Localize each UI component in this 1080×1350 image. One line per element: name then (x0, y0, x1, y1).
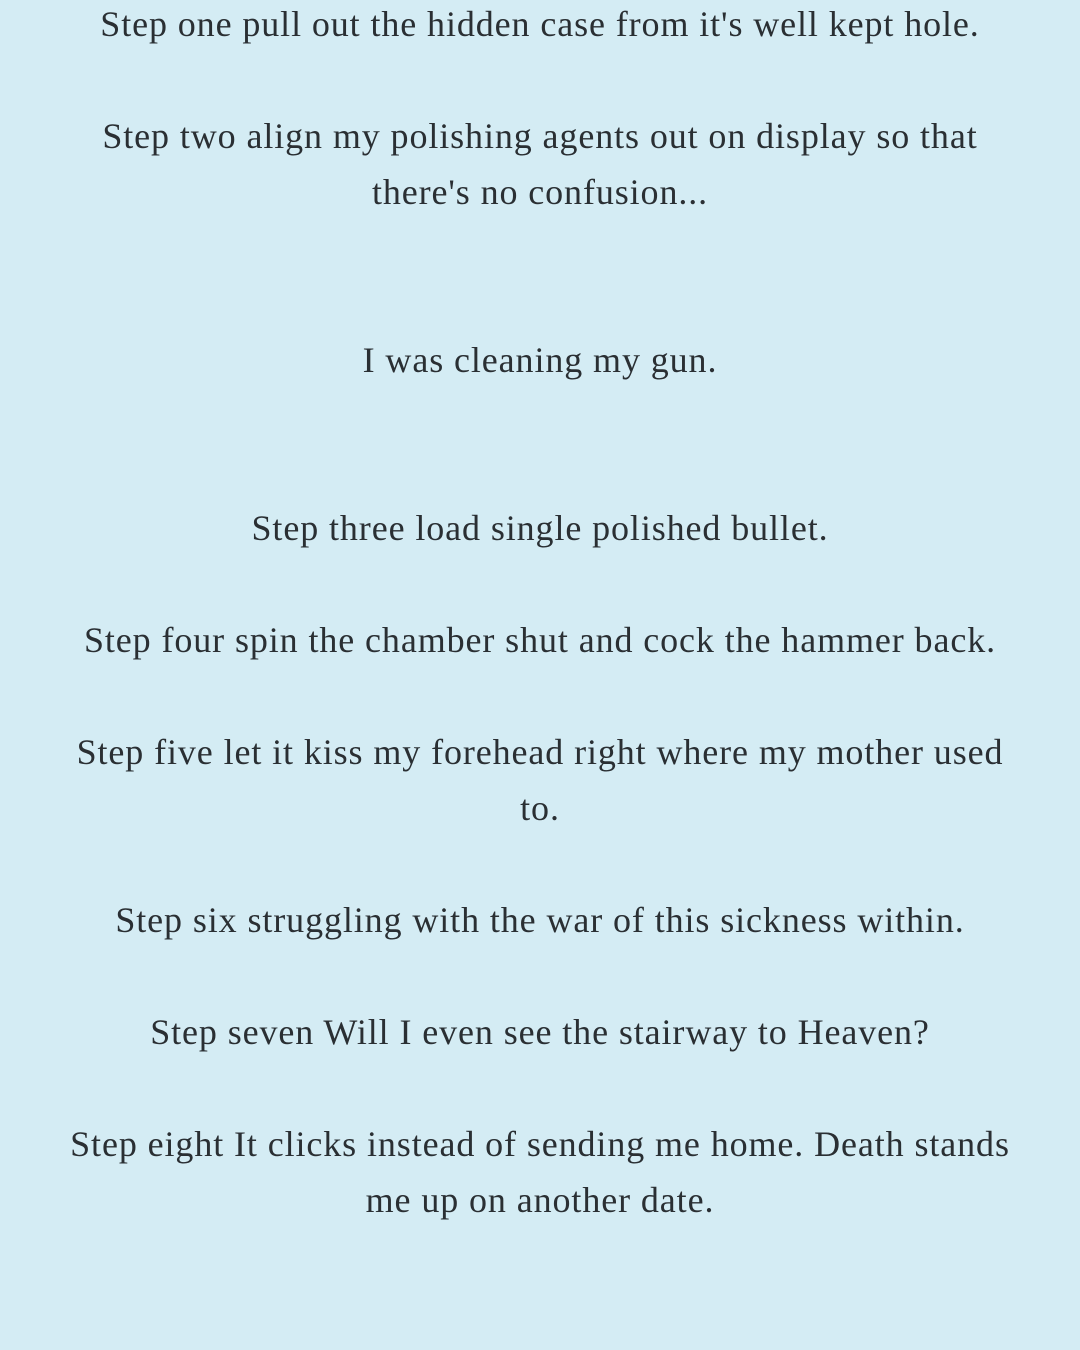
poem-line: to. (520, 788, 560, 828)
poem-line: Step five let it kiss my forehead right where my mother used (76, 732, 1004, 772)
poem-line: I was cleaning my gun. (362, 340, 718, 380)
poem-line: Step four spin the chamber shut and cock the hammer back. (83, 620, 997, 660)
poem-line: Step six struggling with the war of this sickness within. (115, 900, 965, 940)
poem-line: Step three load single polished bullet. (251, 508, 829, 548)
poem-line: Step eight It clicks instead of sending me home. Death stands (70, 1124, 1010, 1164)
poem-line: me up on another date. (365, 1180, 715, 1220)
poem-line: Step two align my polishing agents out on display so that (102, 116, 978, 156)
poem-line: there's no confusion... (371, 172, 709, 212)
poem-line: Step seven Will I even see the stairway to Heaven? (150, 1012, 930, 1052)
poem-line: Step one pull out the hidden case from it's well kept hole. (100, 4, 980, 44)
